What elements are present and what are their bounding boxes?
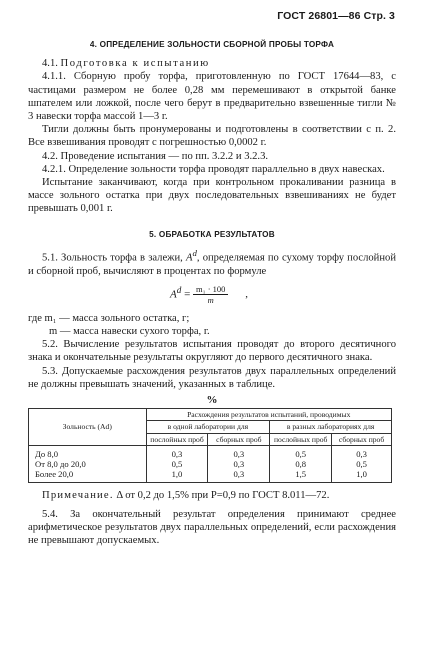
column-header-one-lab: в одной лаборатории для xyxy=(146,421,270,433)
paragraph-4-2-1: 4.2.1. Определение зольности торфа проводят параллельно в двух навесках. xyxy=(42,163,385,175)
table-cell: 1,0 xyxy=(332,469,392,483)
table-cell: 0,8 xyxy=(270,459,332,469)
page-content xyxy=(28,38,396,548)
table-cell: 0,3 xyxy=(332,445,392,459)
table-row xyxy=(29,469,392,483)
table-header-row-1 xyxy=(29,409,392,421)
definition-m1: где m₁ — масса зольного остатка, г; xyxy=(28,312,190,324)
table-cell-label: До 8,0 xyxy=(29,445,147,459)
paragraph-crucibles: Тигли должны быть пронумерованы и подготовлены в соответствии с п. 2. Все взвешивания проводят с погрешностью 0,0002 г. xyxy=(28,124,396,149)
paragraph-5-4: 5.4. За окончательный результат определения принимают среднее арифметическое результатов двух параллельных определений, если расхождения не превышают допускаемых. xyxy=(28,509,396,547)
ash-symbol-superscript: d xyxy=(192,247,197,258)
formula-equals: = xyxy=(184,288,191,301)
table-cell: 0,5 xyxy=(146,459,208,469)
table-row xyxy=(29,445,392,459)
column-header-combined-2: сборных проб xyxy=(332,433,392,445)
paragraph-5-1-start: 5.1. Зольность торфа в залежи, xyxy=(42,252,186,264)
tolerance-table xyxy=(28,408,392,483)
formula-expression xyxy=(170,284,248,306)
paragraph-5-3: 5.3. Допускаемые расхождения результатов двух параллельных определений не должны превышать значений, указанных в таблице. xyxy=(28,365,396,390)
column-header-layer-1: послойных проб xyxy=(146,433,208,445)
definition-m: m — масса навески сухого торфа, г. xyxy=(49,325,210,337)
formula-comma: , xyxy=(245,288,248,301)
paragraph-4-1-title: Подготовка к испытанию xyxy=(60,58,210,70)
formula-lhs: A xyxy=(170,288,177,301)
table-unit: % xyxy=(206,394,218,406)
section-5-title: 5. ОБРАБОТКА РЕЗУЛЬТАТОВ xyxy=(149,229,275,239)
formula-fraction xyxy=(193,284,228,305)
formula xyxy=(28,280,396,310)
table-row xyxy=(29,459,392,469)
column-header-ash: Зольность (Ad) xyxy=(29,409,147,446)
paragraph-test-end: Испытание заканчивают, когда при контрольном прокаливании разница в массе зольного остатка при двух последовательных взвешиваниях не будет превышать 0,001 г. xyxy=(28,177,396,215)
note-text: Δ от 0,2 до 1,5% при P=0,9 по ГОСТ 8.011—72. xyxy=(113,489,330,501)
page-header: ГОСТ 26801—86 Стр. 3 xyxy=(277,10,395,22)
paragraph-4-1 xyxy=(28,57,396,70)
section-4-title: 4. ОПРЕДЕЛЕНИЕ ЗОЛЬНОСТИ СБОРНОЙ ПРОБЫ ТОРФА xyxy=(89,40,335,49)
formula-numerator: m₁ · 100 xyxy=(193,284,228,295)
table-cell: 0,5 xyxy=(332,459,392,469)
paragraph-4-1-1: 4.1.1. Сборную пробу торфа, приготовленную по ГОСТ 17644—83, с частицами размером не более 0,28 мм перемешивают в открытой банке шпателем или ложкой, после чего берут в предварительно взвешенные тигли № 3 навески торфа массой 1—3 г. xyxy=(28,71,396,123)
column-header-layer-2: послойных проб xyxy=(270,433,332,445)
paragraph-5-1-end: , определяемая по сухому торфу послойной и сборной проб, вычисляют в процентах по формуле xyxy=(28,252,396,277)
table-cell: 0,3 xyxy=(208,469,270,483)
column-header-group: Расхождения результатов испытаний, проводимых xyxy=(146,409,391,421)
paragraph-5-1 xyxy=(28,247,396,278)
paragraph-4-2: 4.2. Проведение испытания — по пп. 3.2.2 и 3.2.3. xyxy=(42,150,269,162)
column-header-combined-1: сборных проб xyxy=(208,433,270,445)
table-cell: 1,0 xyxy=(146,469,208,483)
table-cell: 0,3 xyxy=(208,459,270,469)
paragraph-4-1-number: 4.1. xyxy=(42,58,58,70)
paragraph-5-2: 5.2. Вычисление результатов испытания проводят до второго десятичного знака и окончательные результаты округляют до первого десятичного знака. xyxy=(28,339,396,364)
formula-lhs-superscript: d xyxy=(176,284,182,295)
table-cell-label: Более 20,0 xyxy=(29,469,147,483)
table-note xyxy=(28,489,396,502)
table-cell: 1,5 xyxy=(270,469,332,483)
note-label: Примечание. xyxy=(42,489,114,501)
table-cell: 0,3 xyxy=(208,445,270,459)
column-header-diff-labs: в разных лабораториях для xyxy=(270,421,392,433)
table-cell-label: От 8,0 до 20,0 xyxy=(29,459,147,469)
table-cell: 0,5 xyxy=(270,445,332,459)
ash-symbol: A xyxy=(185,252,193,264)
formula-denominator: m xyxy=(207,295,214,306)
table-cell: 0,3 xyxy=(146,445,208,459)
